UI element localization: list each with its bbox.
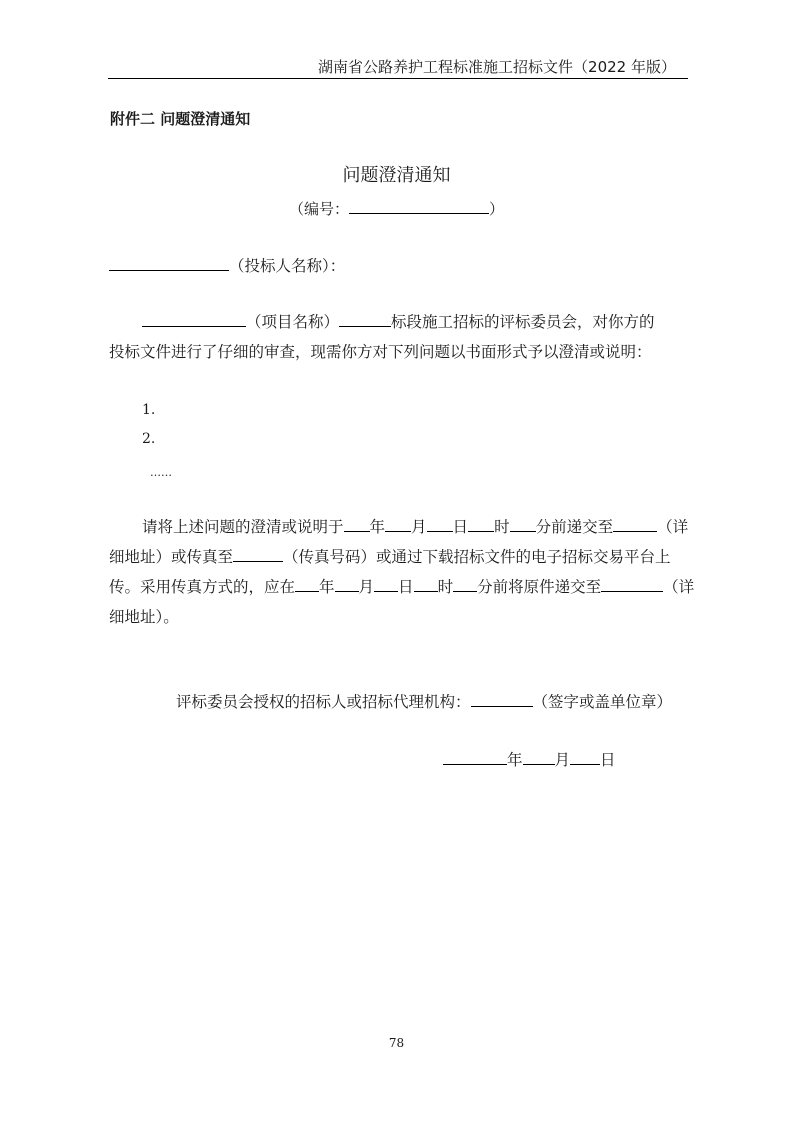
month-label-2: 月 (358, 578, 375, 596)
running-header: 湖南省公路养护工程标准施工招标文件（2022 年版） (318, 58, 676, 76)
request-text-g: 分前将原件递交至 (477, 578, 602, 596)
month-blank (385, 513, 411, 532)
request-line-4: 细地址）。 (109, 608, 179, 626)
address-blank-2 (601, 573, 663, 592)
project-name-label: （项目名称） (246, 313, 340, 331)
sign-year-label: 年 (507, 751, 523, 769)
attachment-label: 附件二 问题澄清通知 (110, 110, 251, 128)
request-text-b: 分前递交至 (535, 518, 614, 536)
day-label: 日 (452, 518, 469, 536)
request-text-e: （传真号码）或通过下载招标文件的电子招标交易平台上 (283, 548, 671, 566)
sign-month-label: 月 (554, 751, 571, 769)
sign-month-blank (523, 746, 555, 765)
request-text-h: （详 (663, 578, 695, 596)
addressee-line (109, 251, 345, 281)
intro-line-2: 投标文件进行了仔细的审查，现需你方对下列问题以书面形式予以澄清或说明： (109, 343, 652, 361)
day-blank (427, 513, 453, 532)
section-blank (339, 308, 391, 327)
number-line (0, 195, 793, 219)
list-item: 1. (142, 402, 156, 418)
intro-line-1 (142, 307, 655, 337)
list-ellipsis: …… (150, 466, 172, 479)
request-line-3 (109, 572, 694, 602)
hour-label: 时 (494, 518, 510, 536)
day-label-2: 日 (398, 578, 414, 596)
hour-label-2: 时 (437, 578, 454, 596)
request-line-1 (142, 512, 688, 542)
year-label-2: 年 (319, 578, 335, 596)
fax-blank (233, 543, 283, 562)
sign-day-blank (570, 746, 600, 765)
year-blank (344, 513, 370, 532)
address-blank (613, 513, 657, 532)
project-name-blank (142, 308, 246, 327)
number-close: ） (489, 200, 505, 218)
hour-blank-2 (414, 573, 438, 592)
day-blank-2 (374, 573, 398, 592)
sign-day-label: 日 (600, 751, 616, 769)
year-label: 年 (369, 518, 386, 536)
request-text-c: （详 (657, 518, 689, 536)
page-number: 78 (388, 1036, 405, 1050)
seal-label: （签字或盖单位章） (532, 693, 673, 711)
request-text-d: 细地址）或传真至 (109, 548, 234, 566)
list-item: 2. (142, 431, 156, 447)
request-line-2 (109, 542, 671, 572)
hour-blank (468, 513, 494, 532)
year-blank-2 (295, 573, 319, 592)
intro-line1-rest: 标段施工招标的评标委员会，对你方的 (391, 313, 655, 331)
signature-blank (471, 688, 533, 707)
sign-year-blank (443, 746, 507, 765)
signature-label: 评标委员会授权的招标人或招标代理机构： (176, 693, 471, 711)
header-rule (108, 78, 688, 79)
minute-blank-2 (453, 573, 477, 592)
number-open: （编号： (288, 200, 349, 218)
month-label: 月 (411, 518, 427, 536)
document-title: 问题澄清通知 (342, 165, 451, 186)
signature-date (443, 745, 616, 775)
minute-blank (510, 513, 536, 532)
bidder-name-blank (109, 252, 229, 271)
number-blank (349, 195, 489, 214)
addressee-suffix: （投标人名称）： (229, 257, 346, 275)
signature-line (176, 687, 672, 717)
request-text-f: 传。采用传真方式的，应在 (109, 578, 296, 596)
month-blank-2 (335, 573, 359, 592)
request-text-a: 请将上述问题的澄清或说明于 (142, 518, 344, 536)
